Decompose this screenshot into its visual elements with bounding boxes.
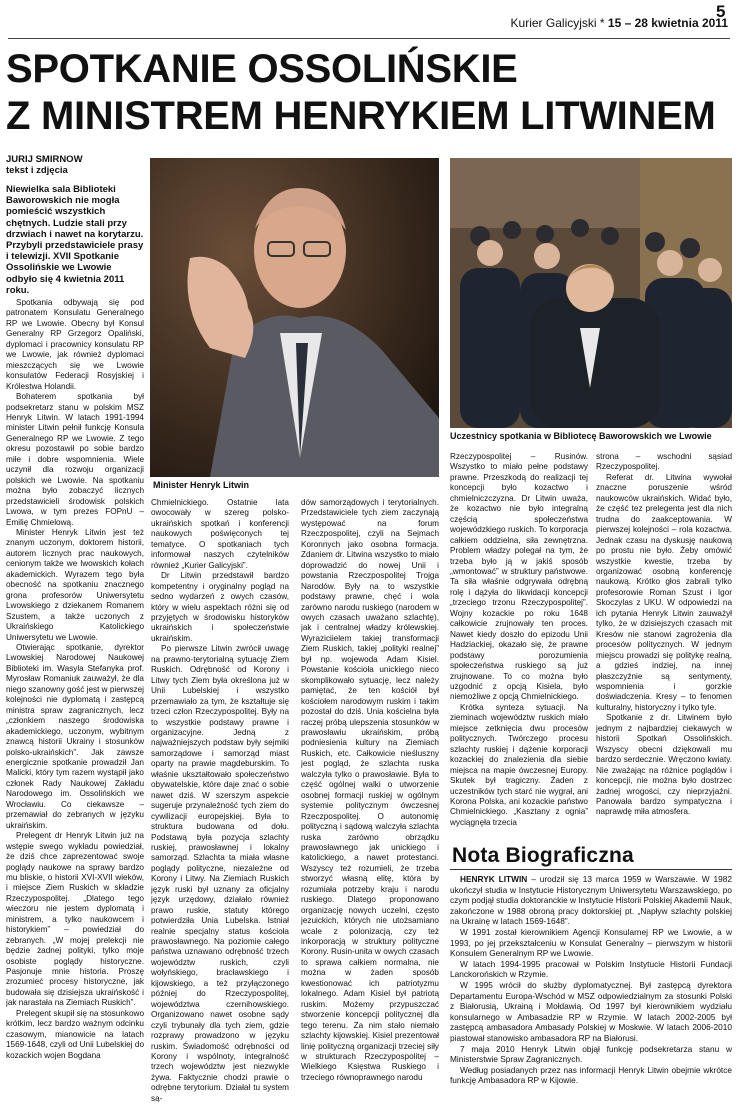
headline-line-2: Z MINISTREM HENRYKIEM LITWINEM <box>6 94 716 138</box>
nota-paragraph: W 1995 wrócił do służby dyplomatycznej. Był zastępcą dyrektora Departamentu Europa-Wschód w MSZ odpowiedzialnym za stosunki Polski z Białorusią, Ukrainą i Mołdawią. Od 1997 był kierownikiem wydziału konsularnego w Ambasadzie RP w Rzymie. W latach 2002-2005 był zastępcą ambasadora Ambasady Polskiej w Moskwie. W latach 2006-2010 piastował stanowisko ambasadora RP na Białorusi. <box>450 979 732 1043</box>
masthead-separator: * <box>596 16 608 30</box>
article-column-1 <box>6 154 144 1102</box>
nota-body <box>450 874 732 1086</box>
photo-audience <box>450 158 732 428</box>
article-lead: Niewielka sala Biblioteki Baworowskich nie mogła pomieścić wszystkich chętnych. Ludzie stali przy drzwiach i nawet na korytarzu. Przybyli przedstawiciele prasy i telewizji. XVII Spotkanie Ossolińskie we Lwowie odbyło się 4 kwietnia 2011 roku. <box>6 184 144 296</box>
byline-role: tekst i zdjęcia <box>6 165 68 176</box>
top-rule <box>8 38 730 39</box>
masthead-date: 15 – 28 kwietnia 2011 <box>607 16 728 30</box>
article-column-3 <box>301 498 439 1102</box>
nota-title: Nota Biograficzna <box>452 844 634 867</box>
photo-minister-litwin <box>150 158 439 477</box>
paragraph: Bohaterem spotkania był podsekretarz stanu w polskim MSZ Henryk Litwin. W latach 1991-1994 minister Litwin pełnił funkcję Konsula Generalnego RP we Lwowie. Z tego okresu pozostawił po sobie bardzo miłe i dobre wspomnienia. Wiele uczynił dla rozwoju organizacji polskich we Lwowie. Na spotkaniu można było zobaczyć licznych przedstawicieli środowisk polskich Lwowa, w tym prezes FOPnU – Emilię Chmielową. <box>6 392 144 527</box>
masthead-paper: Kurier Galicyjski <box>510 16 597 30</box>
nota-paragraph: W latach 1994-1995 pracował w Polskim Instytucie Historii Fundacji Lanckorońskich w Rzymie. <box>450 958 732 980</box>
paragraph: Rzeczypospolitej – Rusinów. Wszystko to miało pełne podstawy prawne. Przeszkodą do realizacji tej koncepcji było kozactwo i chmielniczczyzna. Dr Litwin uważa, że kozactwo nie było integralną częścią społeczeństwa wojewódzkiego ruskich. To korporacja całkiem oddzielna, siła zewnętrzna. Problem władzy polegał na tym, że trzeba było ją w jakiś sposób „wmontować” w struktury państwowe. Ta siła właśnie odgrywała odrębną rolę i dążyła do likwidacji koncepcji „trzeciego trzonu Rzeczypospolitej”. Wojny kozackie po roku 1648 całkowicie zrujnowały ten proces. Nawet kiedy doszło do epizodu Unii Hadziackiej, okazało się, że prawne podstawy porozumienia społeczeństwa ruskiego są już zrujnowane. To co można było uzgodnić z opcją Kisiela, było niemożliwe z opcją Chmielnickiego. <box>450 452 588 702</box>
paragraph: Po pierwsze Litwin zwrócił uwagę na prawno-terytorialną sytuację Ziem Ruskich. Odrębność od Korony i Litwy tych Ziem była określona już w Unii Lubelskiej i wszystko przemawiało za tym, że kształtuje się trzeci człon Rzeczypospolitej. Były na to wszystkie podstawy prawne i organizacyjne. Jedną z najważniejszych podstaw były sejmiki samorządowe i samorząd miast oparty na prawie magdeburskim. To właśnie ukształtowało społeczeństwo obywatelskie, które daje znać o sobie nawet dziś. W szerszym aspekcie sugeruje przynależność tych ziem do cywilizacji europejskiej. Była to struktura budowana od dołu. Podstawą była pozycja szlachty ruskiej, prawosławnej i lokalny samorząd. Szlachta ta miała własne poglądy polityczne, niezależne od Korony i Litwy. Na Ziemiach Ruskich język ruski był uznany za oficjalny język urzędowy, działało również prawo ruskie, statuty którego potwierdziła Unia Lubelska. Istniał realnie specjalny status kościoła prawosławnego. Na poziomie całego państwa uznawano odrębność trzech województw ruskich, czyli wołyńskiego, bracławskiego i kijowskiego, a też przyłączonego później do Rzeczypospolitej, województwa czernihowskiego. Organizowano nawet osobne sądy czyli trybunały dla tych ziem, gdzie rozprawy prowadzono w języku ruskim. Świadomość odrębności od Korony i wspólnoty, integralność trzech województw jest niezwykle żywa. Faktycznie chodzi prawie o odrębne terytorium. Działał tu system są- <box>151 644 289 1102</box>
paragraph: Otwierając spotkanie, dyrektor Lwowskiej Narodowej Naukowej Biblioteki im. Wasyla Stefanyka prof. Myrosław Romaniuk zauważył, że dla niego szanowny gość jest w pierwszej kolejności nie dyplomatą i zastępcą ministra spraw zagranicznych, lecz „członkiem naszego środowiska akademickiego, uczonym, wybitnym znawcą historii Ukrainy i stosunków polsko-ukraińskich”. Jak zawsze energicznie spotkanie prowadził Jan Malicki, który tym razem wystąpił jako członek Rady Naukowej Zakładu Narodowego im. Ossolińskich we Wrocławiu. Co ciekawsze – przemawiał do zebranych w języku ukraińskim. <box>6 642 144 830</box>
paragraph: strona – wschodni sąsiad Rzeczypospolitej. <box>596 452 732 472</box>
photo-minister-image <box>150 158 439 477</box>
nota-paragraph <box>450 874 732 927</box>
photo-audience-image <box>450 158 732 428</box>
paragraph: Referat dr. Litwina wywołał znaczne poruszenie wśród naukowców ukraińskich. Widać było, że część tez prelegenta jest dla nich trudna do zaakceptowania. W pierwszej kolejności – rola kozactwa. Jednak czasu na dyskusję naukową po prostu nie było. Żeby omówić wszystkie kwestie, trzeba by organizować osobną konferencję naukową. Krótko głos zabrali tylko profesorowie Roman Szust i Igor Skoczylas z UKU. W odpowiedzi na ich pytania Henryk Litwin zauważył tylko, że w dzisiejszych czasach mit Kresów nie stanowi zagrożenia dla procesów politycznych. W jednym miejscu prowadzi się politykę realną, a gdzieś indziej, na innej płaszczyźnie są sentymenty, wspomnienia i gorzkie doświadczenia. Kresy – to fenomen kulturalny, historyczny i tylko tyle. <box>596 472 732 712</box>
nota-paragraph: 7 maja 2010 Henryk Litwin objął funkcję podsekretarza stanu w Ministerstwie Spraw Zagranicznych. <box>450 1043 732 1065</box>
article-column-4 <box>450 452 588 842</box>
headline <box>6 46 732 140</box>
paragraph: Chmielnickiego. Ostatnie lata owocowały w szereg polsko-ukraińskich spotkań i konferencji naukowych poświęconych tej tematyce. O spotkaniach tych informował naszych czytelników również „Kurier Galicyjski”. <box>151 498 289 570</box>
masthead <box>470 16 728 30</box>
paragraph: Minister Henryk Litwin jest też znanym uczonym, doktorem historii, autorem licznych prac naukowych, cenionym także we lwowskich kołach akademickich. Wyrazem tego była obecność na spotkaniu znacznego grona profesorów Uniwersytetu Lwowskiego z dziekanem Romanem Szustem, a także uczonych z Ukraińskiego Katolickiego Uniwersytetu we Lwowie. <box>6 528 144 642</box>
article-column-5 <box>596 452 732 842</box>
paragraph: Krótka synteza sytuacji. Na zieminach województw ruskich miało miejsce zetknięcia dwu procesów politycznych. Twórczego procesu szlachty ruskiej i dążenie korporacji kozackiej do znalezienia dla siebie miejsca na mapie ówczesnej Europy. Skutek był tragiczny. Żaden z uczestników tych starć nie wygrał, ani Korona Polska, ani kozackie państwo Chmielnickiego. „Kasztany z ognia” wyciągnęła trzecia <box>450 702 588 827</box>
paragraph: Prelegent dr Henryk Litwin już na wstępie swego wykładu powiedział, że dziś chce zaprezentować swoje poglądy naukowe na sprawy bardzo mu bliskie, o historii XVI-XVII wieków, i miejsce Ziem Ruskich w składzie Rzeczypospolitej. „Dlatego tego wieczoru nie jestem dyplomatą i ministrem, a tylko naukowcem i historykiem” – powiedział do zebranych. „W mojej prelekcji nie będzie żadnej polityki, tylko moje osobiste poglądy historyczne. Pasjonuje mnie historia. Proszę zrozumieć procesy historyczne, jak budowała się dzisiejsza ukraińskość i jak narastała na Ziemiach Ruskich”. <box>6 831 144 1008</box>
page-number: 5 <box>716 2 726 21</box>
nota-paragraph: W 1991 został kierownikiem Agencji Konsularnej RP we Lwowie, a w 1993, po jej przekształceniu w Konsulat Generalny – pierwszym w historii Konsulem Generalnym RP we Lwowie. <box>450 926 732 959</box>
paragraph: Spotkania odbywają się pod patronatem Konsulatu Generalnego RP we Lwowie. Obecny był Konsul Generalny RP Grzegorz Opaliński, dyplomaci i pracownicy konsulatu RP we Lwowie, jak również dyplomaci mieszczących się we Lwowie konsulatów Federacji Rosyjskiej i Królestwa Holandii. <box>6 298 144 391</box>
headline-line-1: SPOTKANIE OSSOLIŃSKIE <box>6 47 518 91</box>
paragraph: Spotkanie z dr. Litwinem było jednym z najbardziej ciekawych w historii Spotkań Ossolińskich. Wszyscy obecni dziękowali mu bardzo serdecznie. Wręczono kwiaty. Nie zważając na różnice poglądów i koncepcji, nie można było dostrzec żadnej wrogości, czy nieprzyjaźni. Panowała bardzo sympatyczna i naprawdę miła atmosfera. <box>596 713 732 817</box>
nota-rule <box>450 869 732 870</box>
paragraph: Dr Litwin przedstawił bardzo kompetentny i oryginalny pogląd na sedno wydarzeń z owych czasów, który w wielu aspektach różni się od przyjętych w środowisku historyków ukraińskich i społeczeństwie ukraińskim. <box>151 571 289 643</box>
article-column-2 <box>151 498 289 1102</box>
photo-minister-caption: Minister Henryk Litwin <box>153 480 250 490</box>
paragraph: dów samorządowych i terytorialnych. Przedstawiciele tych ziem zaczynają występować na forum Rzeczpospolitej, czyli na Sejmach Koronnych jako osobna formacja. Zdaniem dr. Litwina wszystko to miało doprowadzić do nowej Unii i powstania Rzeczpospolitej Trojga Narodów. Były na to wszystkie podstawy prawne, chęć i wola zarówno narodu ruskiego (narodem w owych czasach uważano szlachtę), jak i centralnej władzy królewskiej. Wyraziciielem takiej transformacji Ziem Ruskich, takiej „polityki realnej” był np. wojewoda Adam Kisiel. Powstanie kościoła unickiego nieco skomplikowało sytuację, lecz należy pamiętać, że ten kościół był kościołem narodowym ruskim i takim pozostał do dziś. Unia kościelna była raczej próbą ulepszenia stosunków w prawosławiu ukraińskim, próbą podniesienia kultury na Ziemiach Ruskich, etc. Całkowicie nieśluszny jest pogląd, że szlachta ruska walczyła tylko o prawosławie. Była to część ogólnej walki o utworzenie osobnej formacji ruskiej w ogólnym systemie politycznym ówczesnej Rzeczpospolitej. O autonomię polityczną i sądową walczyła szlachta ruska zarówno obrządku prawosławnego jak unickiego i katolickiego, a nawet protestanci. Wszyscy też rozumieli, że trzeba stworzyć własną elitę, która by rozumiała potrzeby kraju i narodu ruskiego. Dlatego proponowano organizację nowych uczelni, często jezuickich, których nie utożsamiano wcale z polonizacją, czy też inkorporacją w struktury polityczne Korony. Rusin-unita w owych czasach to sprawa całkiem normalna, nie można w żaden sposób kwestionować ich patriotyzmu lokalnego. Adam Kisiel był patriotą ruskim. Możemy przypuszczać stworzenie koncepcji politycznej dla tego terenu. Za nim stało niemało szlachty kijowskiej. Kisiel prezentował linię polityczną organizacji trzeciej siły w strukturach Rzeczypospolitej – Wielkiego Księstwa Ruskiego i trzeciego równoprawnego narodu <box>301 498 439 1082</box>
byline-author: JURIJ SMIRNOW <box>6 154 83 165</box>
nota-paragraph: Według posiadanych przez nas informacji Henryk Litwin obejmie wkrótce funkcję Ambasadora RP w Kijowie. <box>450 1064 732 1086</box>
nota-person-name: HENRYK LITWIN <box>460 874 528 884</box>
nota-paragraph-text: – urodził się 13 marca 1959 w Warszawie. W 1982 ukończył studia w Instytucie Historycznym Uniwersytetu Warszawskiego, po czym podjął studia doktoranckie w Instytucie Historii Polskiej Akademii Nauk, zakończone w 1988 obroną pracy doktorskiej pt. „Napływ szlachty polskiej na Ukrainę w latach 1569-1648”. <box>450 874 732 927</box>
paragraph: Prelegent skupił się na stosunkowo krótkim, lecz bardzo ważnym odcinku czasowym, mianowicie na latach 1569-1648, czyli od Unii Lubelskiej do kozackich wojen Bogdana <box>6 1008 144 1060</box>
photo-audience-caption: Uczestnicy spotkania w Bibliotecę Baworowskich we Lwowie <box>450 431 712 441</box>
